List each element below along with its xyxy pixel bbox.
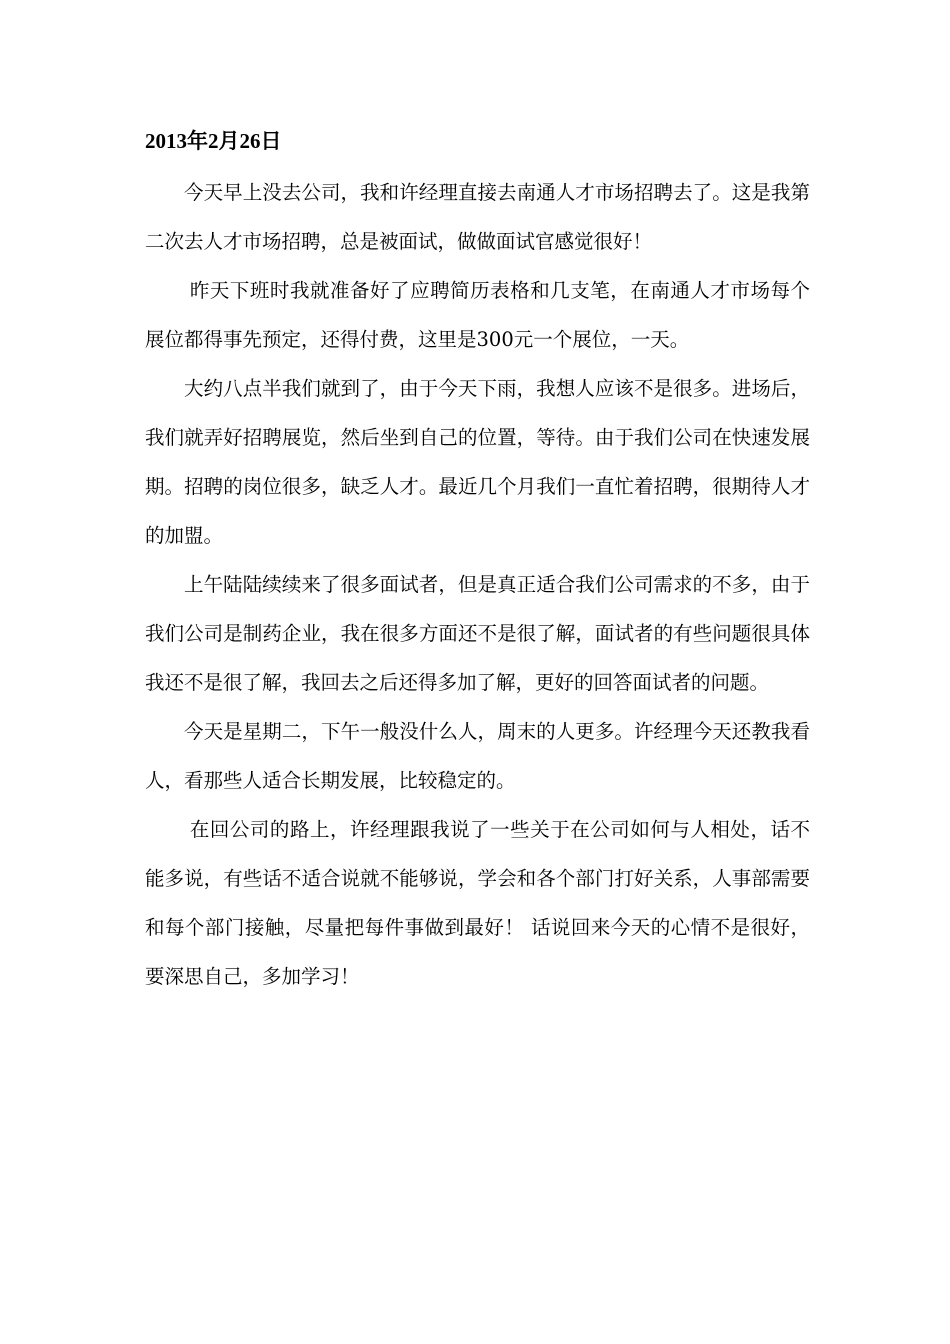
paragraph-3: 大约八点半我们就到了，由于今天下雨，我想人应该不是很多。进场后，我们就弄好招聘展览，然后坐到自己的位置，等待。由于我们公司在快速发展期。招聘的岗位很多，缺乏人才。最近几个月我们一直忙着招聘，很期待人才的加盟。	[145, 377, 810, 547]
paragraph-4: 上午陆陆续续来了很多面试者，但是真正适合我们公司需求的不多，由于我们公司是制药企业，我在很多方面还不是很了解，面试者的有些问题很具体我还不是很了解，我回去之后还得多加了解，更好的回答面试者的问题。	[145, 573, 810, 694]
paragraph-6: 在回公司的路上，许经理跟我说了一些关于在公司如何与人相处，话不能多说，有些话不适合说就不能够说，学会和各个部门打好关系，人事部需要和每个部门接触，尽量把每件事做到最好！ 话说回来今天的心情不是很好，要深思自己，多加学习！	[145, 818, 810, 988]
paragraph-5: 今天是星期二，下午一般没什么人，周末的人更多。许经理今天还教我看人，看那些人适合长期发展，比较稳定的。	[145, 720, 810, 792]
entry-date: 2013年2月26日	[145, 129, 282, 153]
document-body	[145, 118, 810, 1001]
paragraph-1: 今天早上没去公司，我和许经理直接去南通人才市场招聘去了。这是我第二次去人才市场招聘，总是被面试，做做面试官感觉很好！	[145, 181, 810, 253]
paragraph-2: 昨天下班时我就准备好了应聘简历表格和几支笔，在南通人才市场每个展位都得事先预定，还得付费，这里是300元一个展位，一天。	[145, 279, 810, 351]
